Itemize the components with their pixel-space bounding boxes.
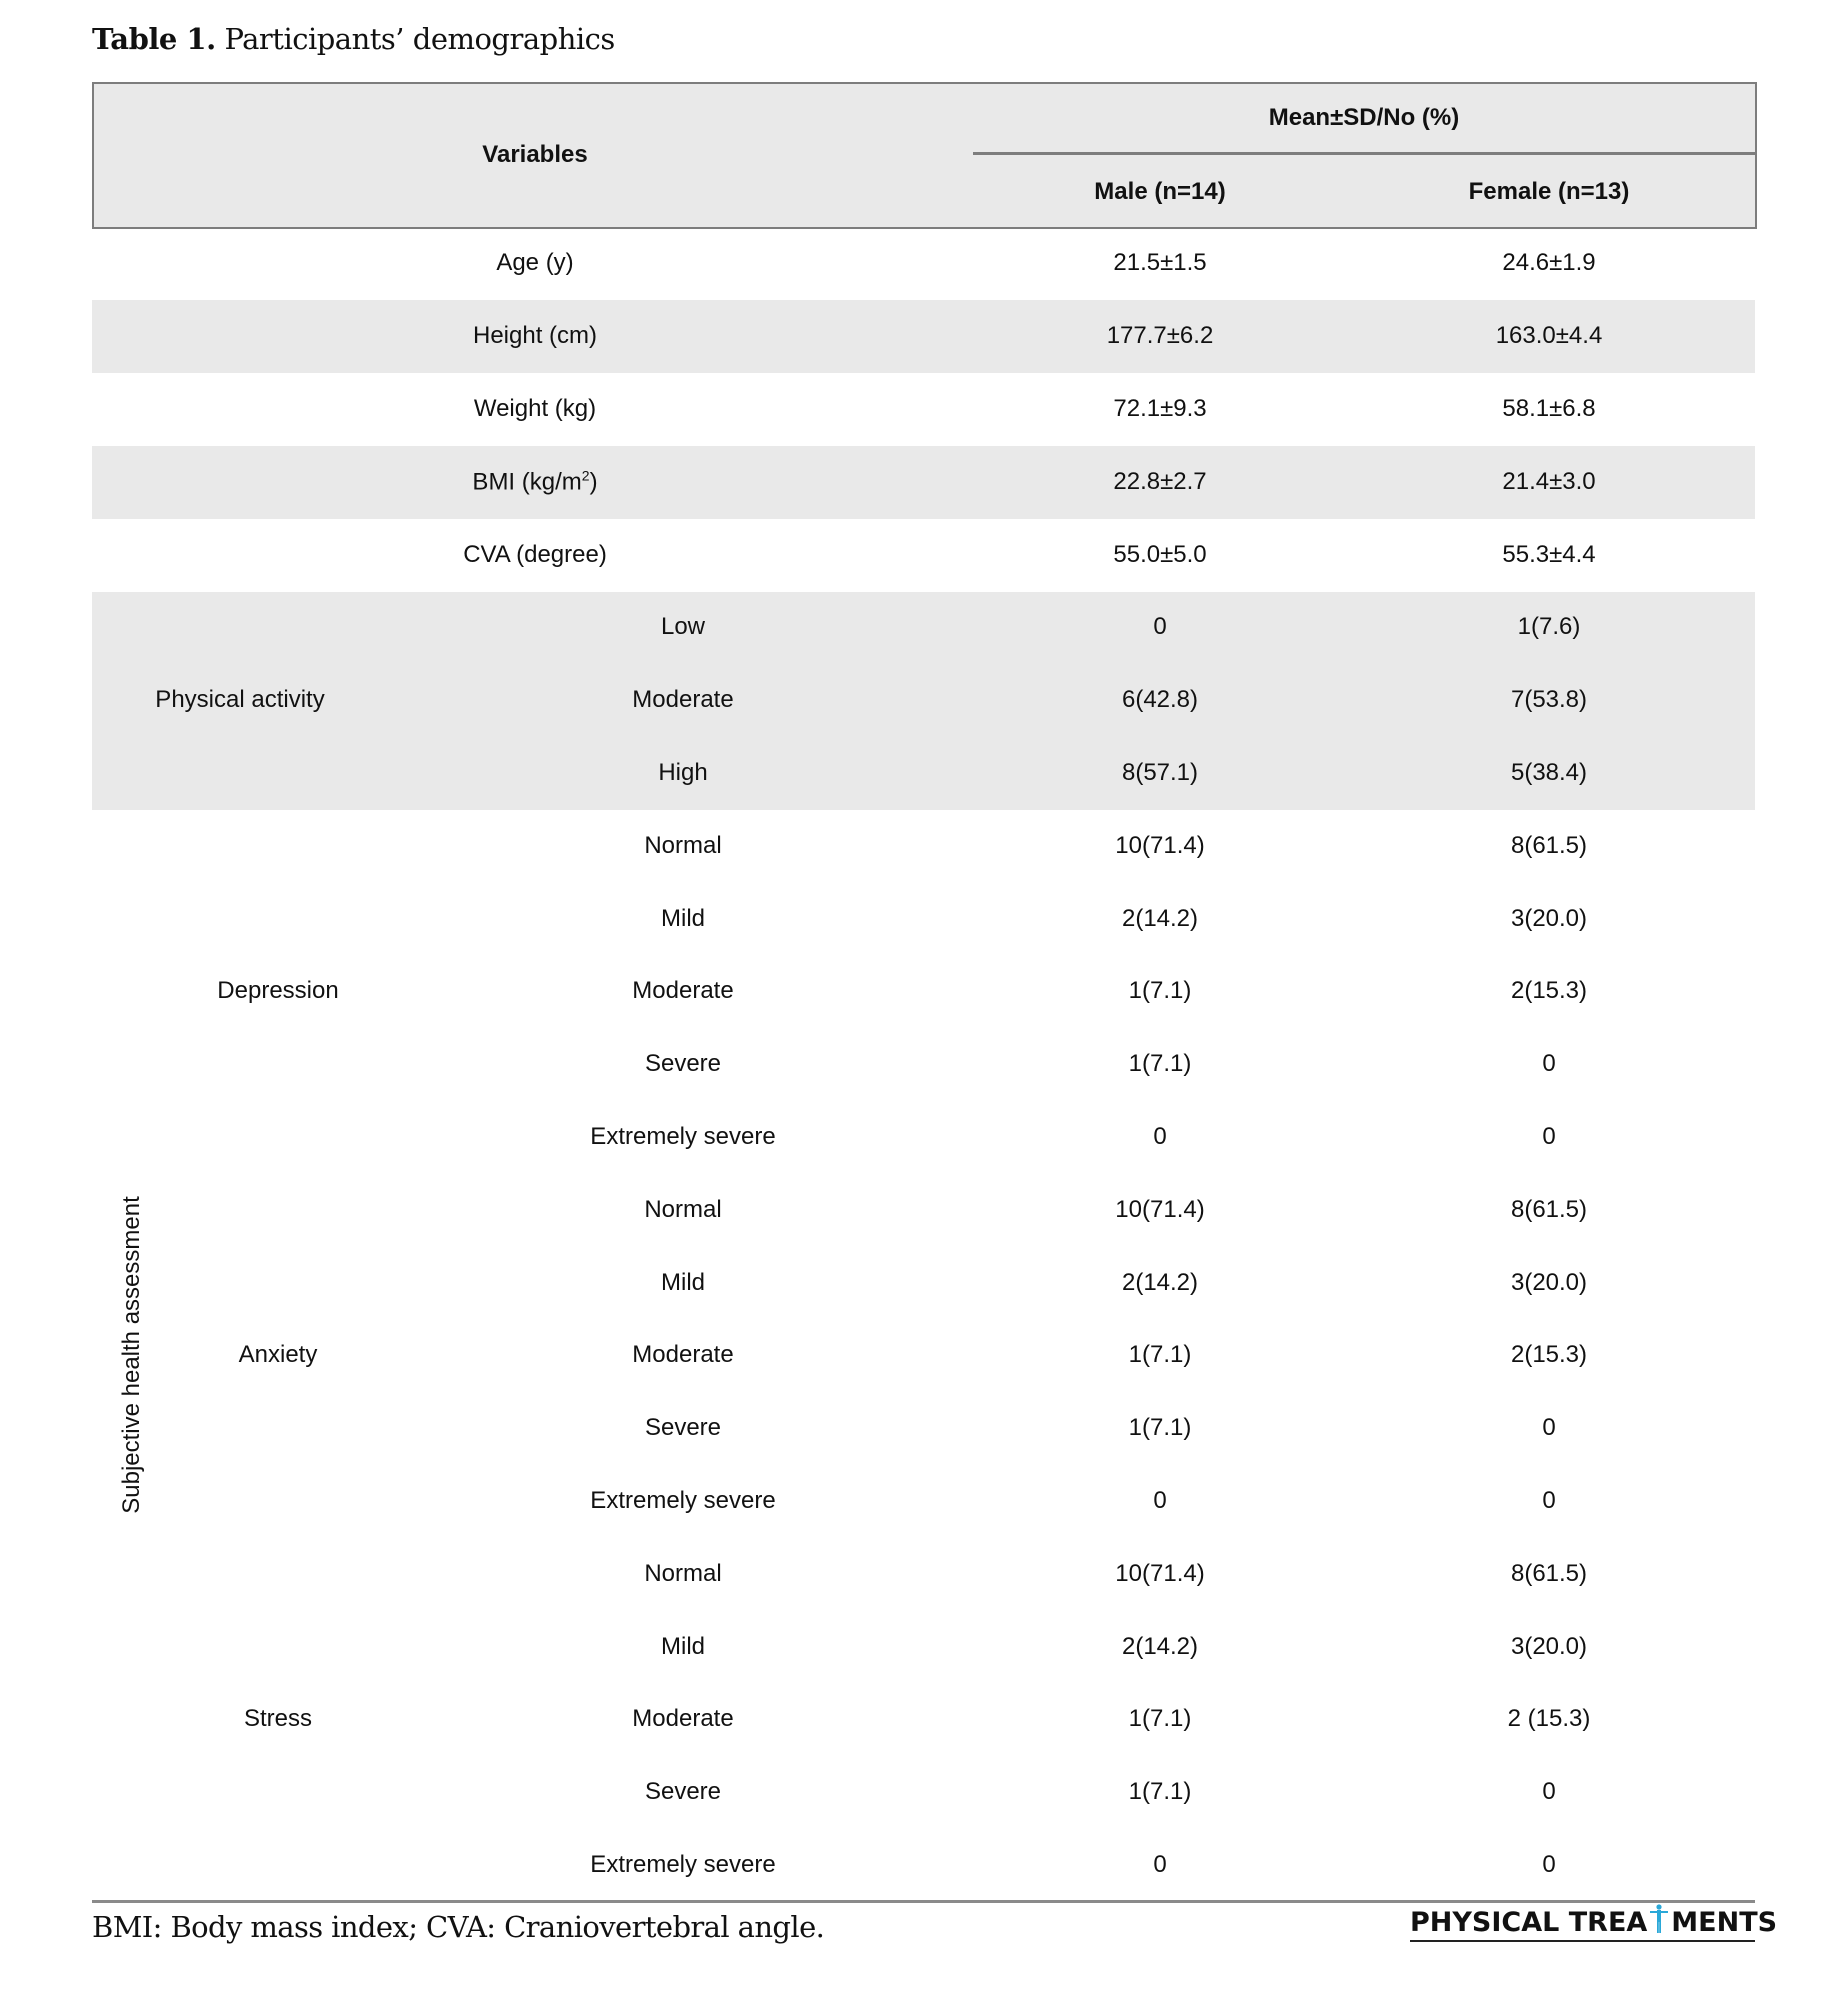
female-value: 2(15.3) — [1510, 977, 1588, 1005]
male-value: 10(71.4) — [1115, 1559, 1205, 1587]
male-value: 21.5±1.5 — [1113, 249, 1207, 277]
row-band-physical-activity — [92, 592, 1755, 810]
male-value: 0 — [1153, 1123, 1167, 1150]
group-label-depression: Depression — [217, 977, 339, 1005]
table-header — [92, 82, 1757, 229]
male-value: 1(7.1) — [1128, 977, 1192, 1005]
row-label: Age (y) — [496, 249, 574, 277]
female-value: 0 — [1542, 1414, 1556, 1442]
sub-level-label: Normal — [644, 1195, 722, 1223]
female-value: 0 — [1542, 1778, 1556, 1806]
header-divider — [973, 152, 1755, 155]
row-label — [472, 467, 597, 496]
sub-level-label: Mild — [660, 904, 706, 932]
male-value: 10(71.4) — [1115, 831, 1205, 859]
female-value: 2 (15.3) — [1507, 1705, 1591, 1733]
logo-text-part2: MENTS — [1671, 1907, 1778, 1938]
group-label-physical-activity: Physical activity — [155, 686, 325, 714]
sub-level-label: Mild — [660, 1632, 706, 1660]
male-value: 0 — [1153, 613, 1167, 641]
male-value: 10(71.4) — [1115, 1195, 1205, 1223]
female-value: 24.6±1.9 — [1502, 249, 1596, 277]
table-title: Participants’ demographics — [224, 22, 615, 56]
female-value: 5(38.4) — [1510, 759, 1588, 786]
row-label: Weight (kg) — [473, 395, 597, 422]
female-value: 58.1±6.8 — [1502, 395, 1596, 422]
sub-level-label: Extremely severe — [590, 1487, 776, 1514]
male-value: 2(14.2) — [1121, 1632, 1199, 1660]
row-label-text: ) — [589, 468, 598, 496]
female-value: 0 — [1542, 1123, 1556, 1150]
female-value: 8(61.5) — [1510, 831, 1588, 859]
sub-level-label: Mild — [660, 1268, 706, 1296]
group-label-anxiety: Anxiety — [238, 1341, 318, 1369]
logo-text-part1: PHYSICAL TREA — [1410, 1907, 1648, 1938]
header-female: Female (n=13) — [1468, 178, 1630, 205]
sub-level-label: Moderate — [632, 1341, 734, 1369]
female-value: 0 — [1542, 1487, 1556, 1514]
male-value: 1(7.1) — [1128, 1414, 1192, 1442]
sub-level-label: Normal — [644, 831, 722, 859]
female-value: 8(61.5) — [1510, 1559, 1588, 1587]
sub-level-label: Moderate — [632, 1705, 734, 1733]
row-label: CVA (degree) — [463, 540, 607, 568]
sub-level-label: Extremely severe — [590, 1123, 776, 1150]
female-value: 0 — [1542, 1851, 1556, 1878]
female-value: 55.3±4.4 — [1502, 540, 1596, 568]
human-figure-icon — [1649, 1904, 1669, 1934]
male-value: 177.7±6.2 — [1106, 322, 1214, 350]
sub-level-label: Normal — [644, 1559, 722, 1587]
male-value: 1(7.1) — [1128, 1778, 1192, 1806]
sub-level-label: Low — [660, 613, 706, 641]
male-value: 72.1±9.3 — [1113, 395, 1207, 422]
male-value: 6(42.8) — [1121, 686, 1199, 714]
header-variables: Variables — [482, 141, 588, 168]
sub-level-label: Extremely severe — [590, 1851, 776, 1878]
group-label-stress: Stress — [243, 1705, 313, 1733]
header-male: Male (n=14) — [1094, 178, 1226, 205]
sub-level-label: Severe — [644, 1050, 722, 1078]
female-value: 163.0±4.4 — [1495, 322, 1603, 350]
journal-logo — [1410, 1904, 1778, 1944]
footnote: BMI: Body mass index; CVA: Craniovertebral angle. — [92, 1910, 825, 1944]
female-value: 0 — [1542, 1050, 1556, 1078]
sub-level-label: Moderate — [632, 977, 734, 1005]
male-value: 1(7.1) — [1128, 1341, 1192, 1369]
male-value: 1(7.1) — [1128, 1050, 1192, 1078]
table-label: Table 1. — [92, 22, 216, 56]
table-caption — [92, 22, 615, 56]
sub-level-label: High — [658, 759, 708, 786]
header-group: Mean±SD/No (%) — [1268, 104, 1460, 131]
female-value: 3(20.0) — [1510, 1268, 1588, 1296]
male-value: 2(14.2) — [1121, 1268, 1199, 1296]
male-value: 0 — [1153, 1851, 1167, 1878]
female-value: 1(7.6) — [1517, 613, 1581, 641]
female-value: 3(20.0) — [1510, 1632, 1588, 1660]
sub-level-label: Moderate — [632, 686, 734, 714]
male-value: 22.8±2.7 — [1113, 467, 1207, 495]
row-label: Height (cm) — [472, 322, 598, 350]
male-value: 0 — [1153, 1487, 1167, 1514]
female-value: 7(53.8) — [1510, 686, 1588, 714]
logo-text — [1410, 1904, 1777, 1938]
subjective-health-label: Subjective health assessment — [118, 1196, 145, 1514]
sub-level-label: Severe — [644, 1414, 722, 1442]
female-value: 8(61.5) — [1510, 1195, 1588, 1223]
row-label-text: BMI (kg/m — [472, 468, 582, 496]
male-value: 1(7.1) — [1128, 1705, 1192, 1733]
female-value: 3(20.0) — [1510, 904, 1588, 932]
row-label-superscript: 2 — [581, 467, 590, 484]
male-value: 55.0±5.0 — [1113, 540, 1207, 568]
male-value: 2(14.2) — [1121, 904, 1199, 932]
table-bottom-rule — [92, 1900, 1755, 1903]
logo-underline — [1410, 1940, 1755, 1942]
female-value: 2(15.3) — [1510, 1341, 1588, 1369]
female-value: 21.4±3.0 — [1502, 467, 1596, 495]
male-value: 8(57.1) — [1121, 759, 1199, 786]
sub-level-label: Severe — [644, 1778, 722, 1806]
